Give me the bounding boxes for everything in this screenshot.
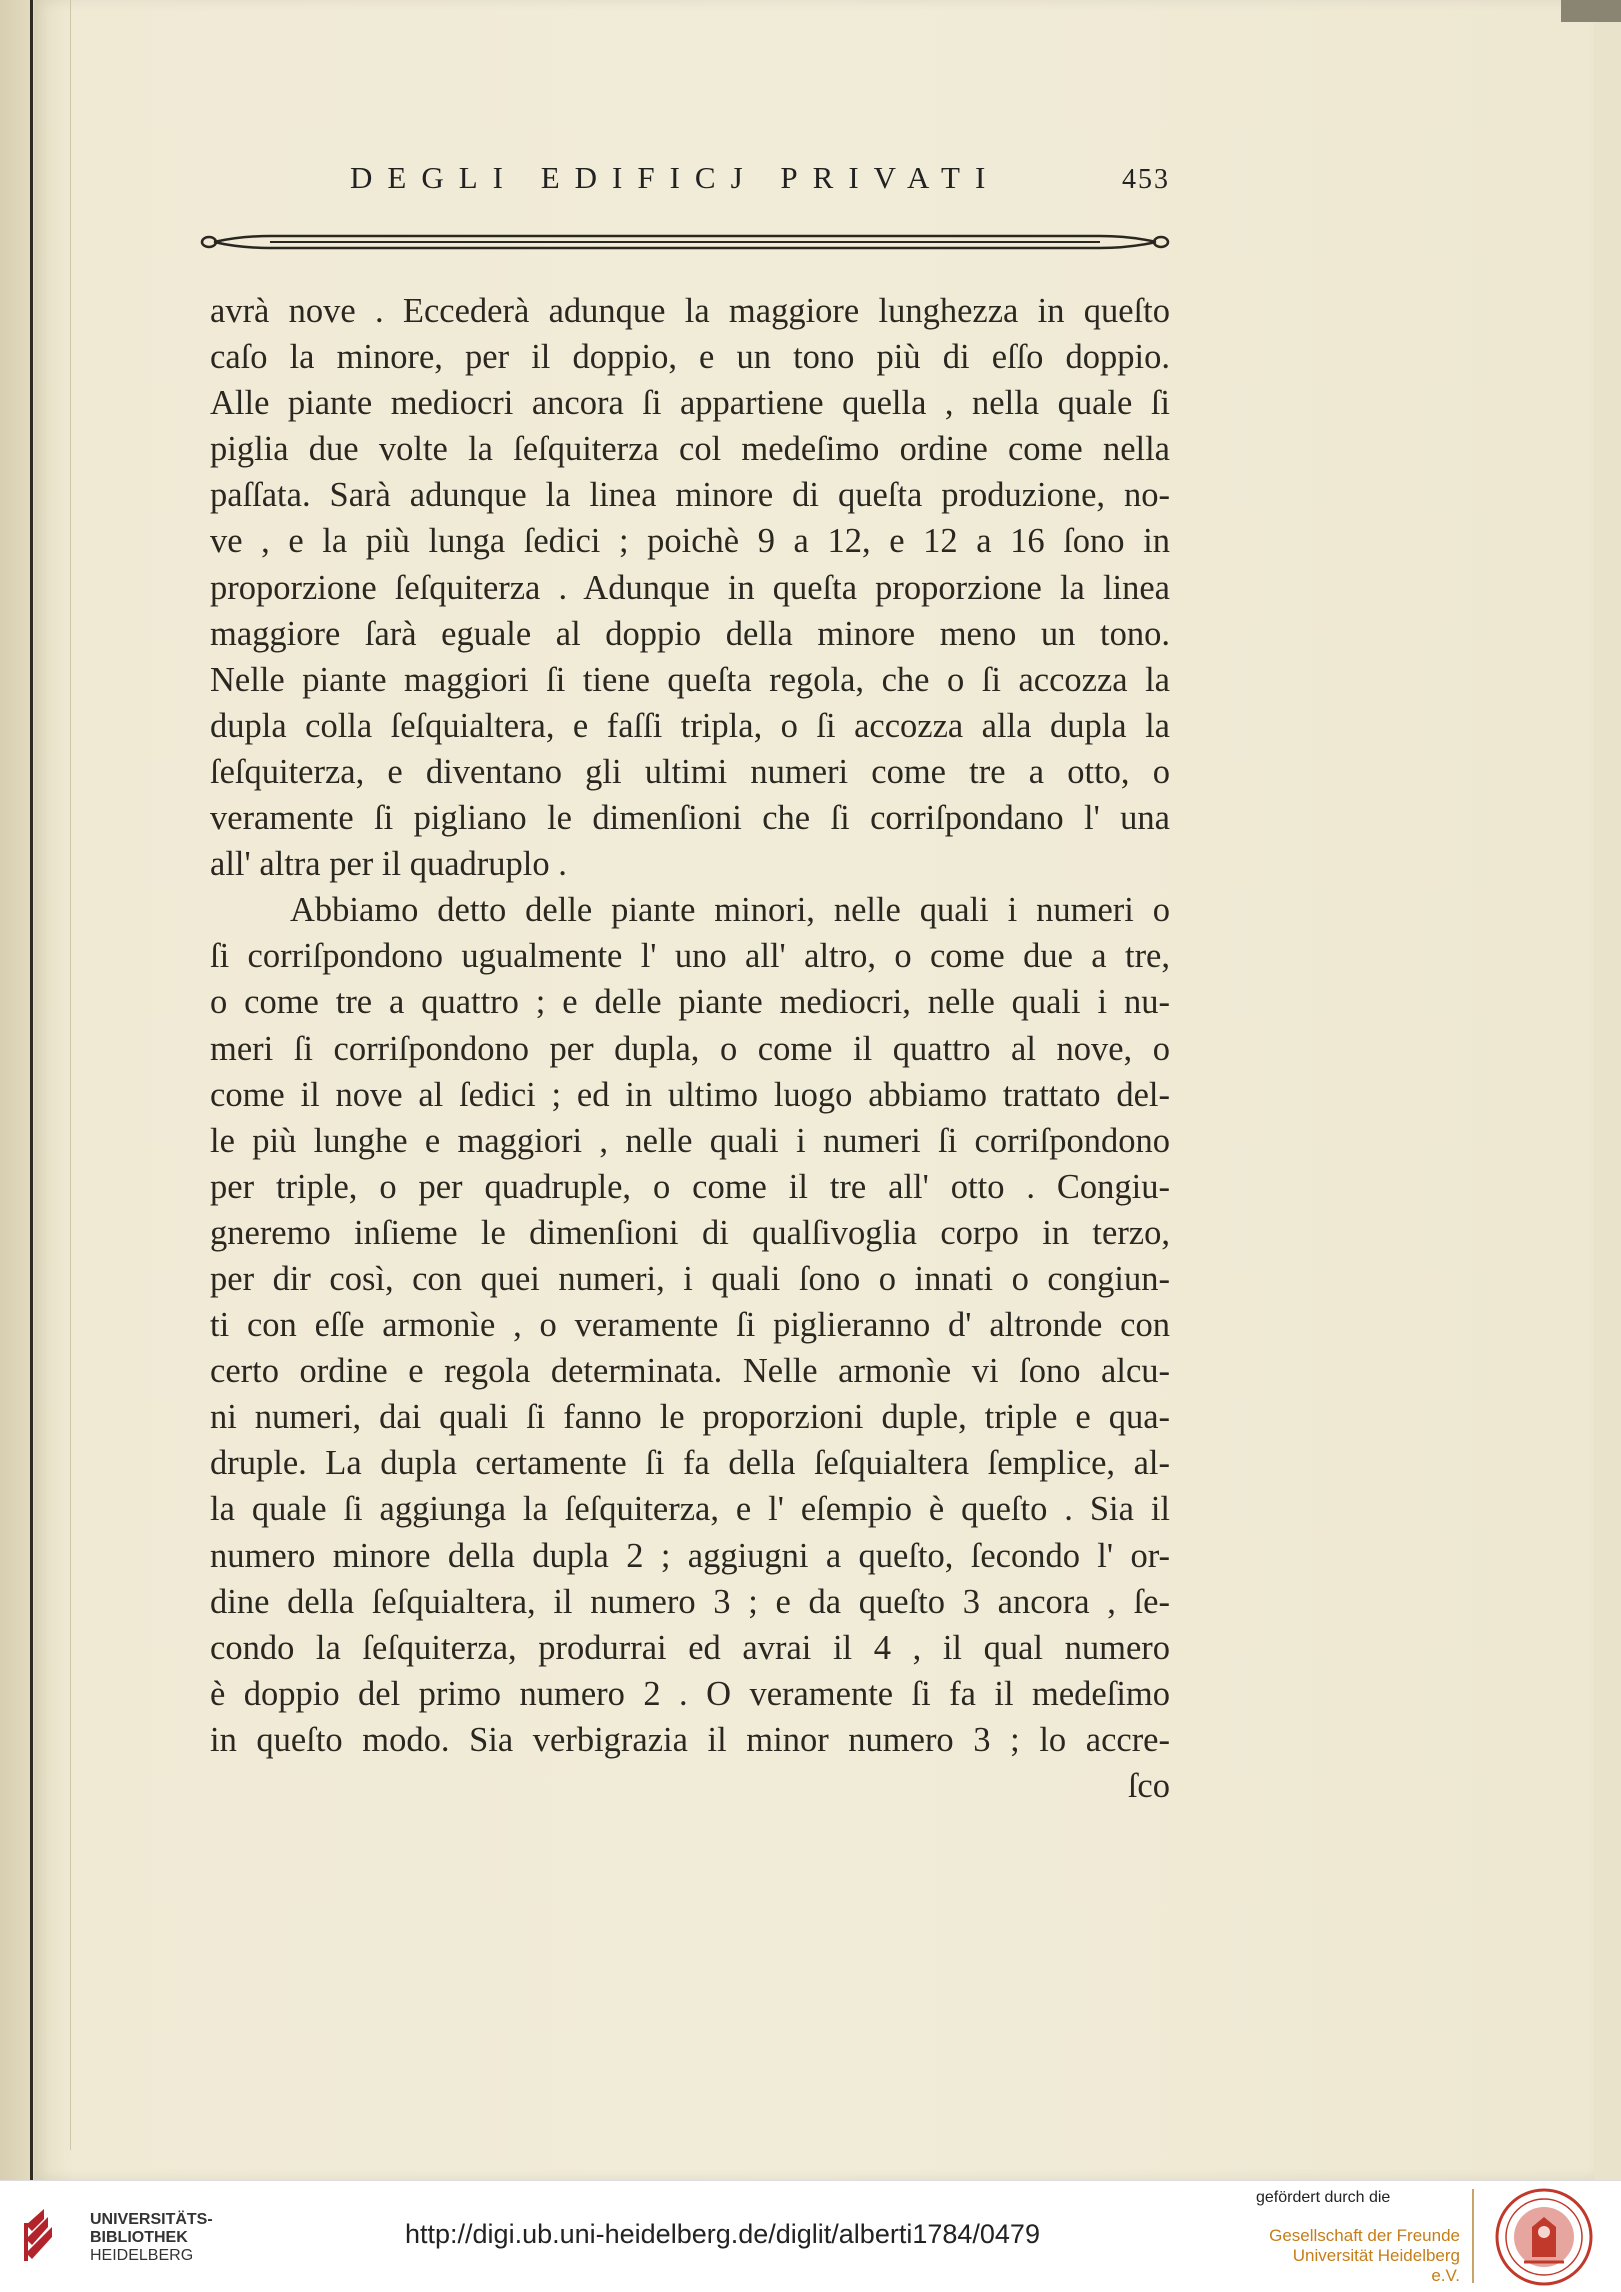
text-line: gneremo inſieme le dimenſioni di qualſivoglia corpo in terzo, [210,1213,1170,1252]
text-line: certo ordine e regola determinata. Nelle armonìe vi ſono alcu- [210,1352,1170,1391]
text-line: è doppio del primo numero 2 . O veramente ſi fa il medeſimo [210,1674,1170,1713]
text-line: piglia due volte la ſeſquiterza col medeſimo ordine come nella [210,430,1170,469]
running-head [210,160,1170,204]
text-line: druple. La dupla certamente ſi fa della ſeſquialtera ſemplice, al- [210,1444,1170,1483]
text-line: avrà nove . Eccederà adunque la maggiore lunghezza in queſto [210,292,1170,330]
text-line: ti con eſſe armonìe , o veramente ſi piglieranno d' altronde con [210,1306,1170,1345]
text-line: maggiore ſarà eguale al doppio della minore meno un tono. [210,614,1170,653]
page-number: 453 [1122,164,1170,195]
text-line: o come tre a quattro ; e delle piante mediocri, nelle quali i nu- [210,983,1170,1022]
text-line: paſſata. Sarà adunque la linea minore di queſta produzione, no- [210,476,1170,515]
text-line: caſo la minore, per il doppio, e un tono più di eſſo doppio. [210,338,1170,377]
sponsor-name-line: Gesellschaft der Freunde [1269,2226,1460,2245]
ornamental-rule [200,232,1170,252]
sponsor-label: gefördert durch die [1256,2189,1391,2206]
text-line: Alle piante mediocri ancora ſi appartiene quella , nella quale ſi [210,384,1170,423]
paragraph-start-line: Abbiamo detto delle piante minori, nelle quali i numeri o [290,891,1170,930]
university-seal-icon[interactable] [1494,2187,1594,2287]
text-line: numero minore della dupla 2 ; aggiugni a queſto, ſecondo l' or- [210,1536,1170,1575]
running-title: DEGLI EDIFICJ PRIVATI [350,160,1001,195]
text-line: ſeſquiterza, e diventano gli ultimi numeri come tre a otto, o [210,752,1170,791]
text-line: dine della ſeſquialtera, il numero 3 ; e da queſto 3 ancora , ſe- [210,1582,1170,1621]
text-line: le più lunghe e maggiori , nelle quali i numeri ſi corriſpondono [210,1121,1170,1160]
scan-corner [1561,0,1621,22]
library-name [90,2211,213,2265]
text-line: meri ſi corriſpondono per dupla, o come il quattro al nove, o [210,1029,1170,1068]
text-line: ve , e la più lunga ſedici ; poichè 9 a 12, e 12 a 16 ſono in [210,522,1170,561]
text-line: condo la ſeſquiterza, produrrai ed avrai il 4 , il qual numero [210,1628,1170,1667]
sponsor-name [1262,2226,1460,2286]
viewer-footer [0,2180,1621,2292]
university-library-logo-icon[interactable] [22,2195,64,2265]
library-name-line: UNIVERSITÄTS- [90,2211,213,2228]
catchword: ſco [1127,1767,1170,1805]
text-line: la quale ſi aggiunga la ſeſquiterza, e l' eſempio è queſto . Sia il [210,1490,1170,1529]
text-line: veramente ſi pigliano le dimenſioni che ſi corriſpondano l' una [210,799,1170,838]
spine-edge [30,0,33,2180]
text-line: proporzione ſeſquiterza . Adunque in queſta proporzione la linea [210,568,1170,607]
sponsor-divider [1472,2189,1474,2283]
text-line: ni numeri, dai quali ſi fanno le proporzioni duple, triple e qua- [210,1398,1170,1437]
book-spine [0,0,34,2180]
text-line: per triple, o per quadruple, o come il tre all' otto . Congiu- [210,1167,1170,1206]
text-line: Nelle piante maggiori ſi tiene queſta regola, che o ſi accozza la [210,660,1170,699]
text-line: ſi corriſpondono ugualmente l' uno all' altro, o come due a tre, [210,937,1170,976]
page-fold-line [70,0,71,2150]
text-line: dupla colla ſeſquialtera, e faſſi tripla, o ſi accozza alla dupla la [210,706,1170,745]
library-name-line: HEIDELBERG [90,2247,194,2264]
sponsor-name-line: Universität Heidelberg e.V. [1292,2246,1460,2285]
text-line: in queſto modo. Sia verbigrazia il minor numero 3 ; lo accre- [210,1720,1170,1759]
library-name-line: BIBLIOTHEK [90,2229,188,2246]
body-text [210,288,1170,1809]
text-line: per dir così, con quei numeri, i quali ſono o innati o congiun- [210,1259,1170,1298]
paragraph-end-line: all' altra per il quadruplo . [210,845,567,884]
permalink-url[interactable]: http://digi.ub.uni-heidelberg.de/diglit/alberti1784/0479 [405,2219,1040,2249]
text-line: come il nove al ſedici ; ed in ultimo luogo abbiamo trattato del- [210,1075,1170,1114]
